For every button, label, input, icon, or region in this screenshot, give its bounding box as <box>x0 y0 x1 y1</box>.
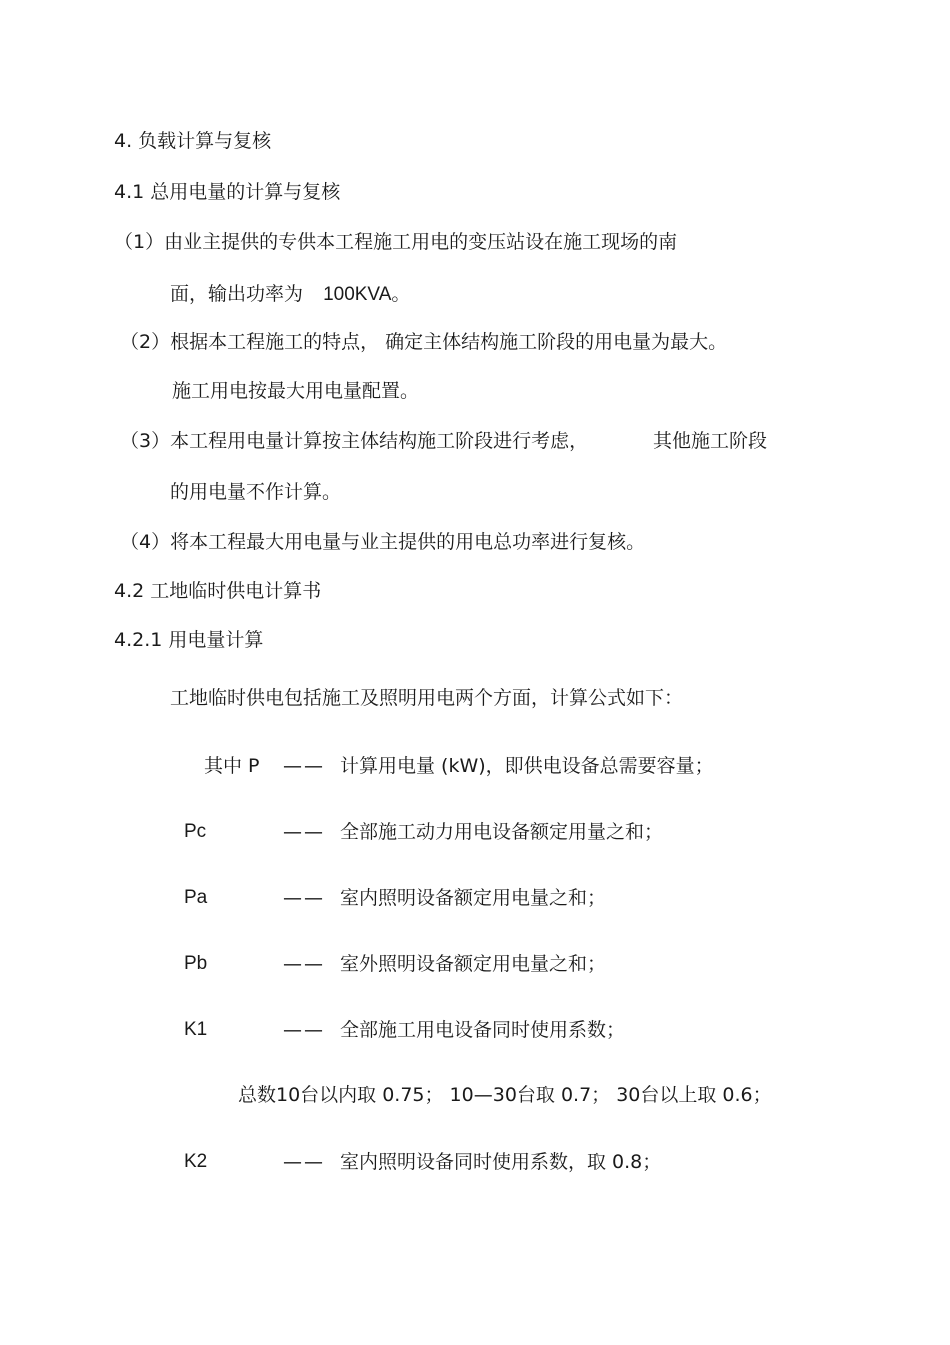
definition-desc: 室外照明设备额定用电量之和； <box>340 953 607 975</box>
item-1-line-2-text: 面，输出功率为 <box>170 283 304 305</box>
definition-symbol: Pb <box>184 953 208 974</box>
formula-intro: 工地临时供电包括施工及照明用电两个方面，计算公式如下： <box>170 687 684 709</box>
definition-dash: —— <box>283 887 325 909</box>
k1-note: 总数10台以内取 0.75； 10—30台取 0.7； 30台以上取 0.6； <box>238 1084 772 1106</box>
item-1-line-1: （1）由业主提供的专供本工程施工用电的变压站设在施工现场的南 <box>114 231 678 253</box>
definition-dash: —— <box>283 953 325 975</box>
definition-dash: —— <box>283 1151 325 1173</box>
item-3-line-1a: （3）本工程用电量计算按主体结构施工阶段进行考虑， <box>120 430 589 452</box>
definition-dash: —— <box>283 755 325 777</box>
definition-desc: 全部施工用电设备同时使用系数； <box>340 1019 626 1041</box>
definition-dash: —— <box>283 1019 325 1041</box>
definition-symbol: Pa <box>184 887 208 908</box>
definition-symbol: 其中 P <box>204 755 260 777</box>
item-1-line-2 <box>170 282 410 307</box>
definition-desc: 全部施工动力用电设备额定用量之和； <box>340 821 664 843</box>
definition-symbol: Pc <box>184 821 207 842</box>
definition-desc: 室内照明设备同时使用系数，取 0.8； <box>340 1151 662 1173</box>
item-3-line-1b: 其他施工阶段 <box>653 430 768 452</box>
item-1-line-2-end: 。 <box>391 283 411 305</box>
definition-desc: 计算用电量 (kW)，即供电设备总需要容量； <box>340 755 714 777</box>
item-1-power-value: 100KVA <box>323 284 392 305</box>
item-2-line-2: 施工用电按最大用电量配置。 <box>172 380 420 402</box>
definition-desc: 室内照明设备额定用电量之和； <box>340 887 607 909</box>
definition-dash: —— <box>283 821 325 843</box>
item-4-line-1: （4）将本工程最大用电量与业主提供的用电总功率进行复核。 <box>120 531 646 553</box>
section-4-2-1-heading: 4.2.1 用电量计算 <box>114 629 264 651</box>
section-4-2-heading: 4.2 工地临时供电计算书 <box>114 580 322 602</box>
definition-symbol: K1 <box>184 1019 208 1040</box>
item-3-line-2: 的用电量不作计算。 <box>170 481 342 503</box>
section-4-1-heading: 4.1 总用电量的计算与复核 <box>114 181 341 203</box>
section-4-heading: 4. 负载计算与复核 <box>114 130 272 152</box>
item-2-line-1: （2）根据本工程施工的特点， 确定主体结构施工阶段的用电量为最大。 <box>120 331 728 353</box>
definition-symbol: K2 <box>184 1151 208 1172</box>
